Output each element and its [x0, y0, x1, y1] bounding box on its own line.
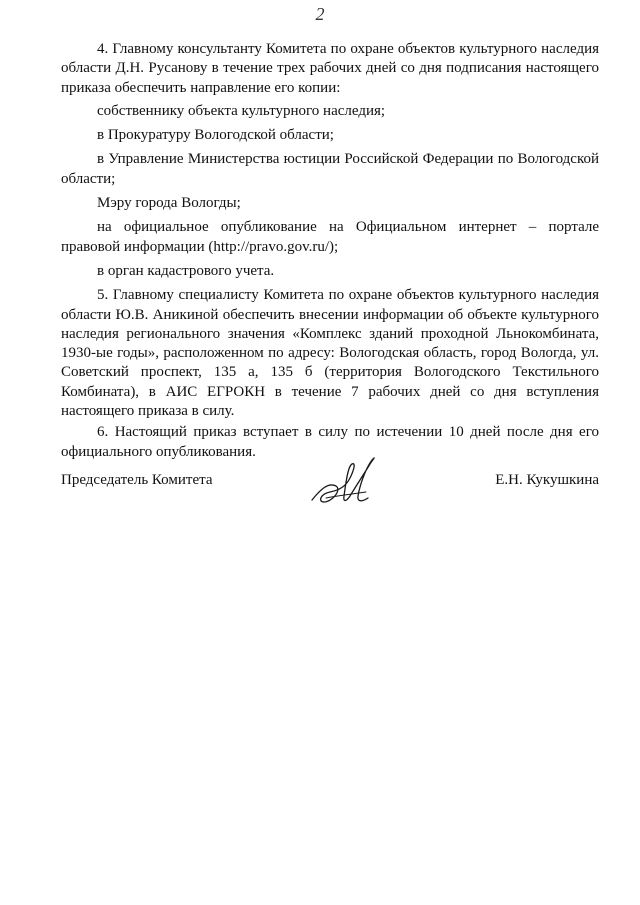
page-number: 2	[315, 4, 325, 24]
paragraph-item-4: 4. Главному консультанту Комитета по охране объектов культурного наследия области Д.Н. Русанову в течение трех рабочих дней со дня подписания настоящего приказа обеспечить направление его копии:	[61, 41, 599, 96]
signatory-title: Председатель Комитета	[61, 472, 213, 488]
document-body	[61, 40, 599, 466]
signatory-name: Е.Н. Кукушкина	[495, 472, 599, 488]
handwritten-signature	[306, 452, 386, 512]
recipient-legal-portal: на официальное опубликование на Официальном интернет – портале правовой информации (http://pravo.gov.ru/);	[61, 219, 599, 255]
paragraph-item-6: 6. Настоящий приказ вступает в силу по истечении 10 дней после дня его официального опубликования.	[61, 424, 599, 460]
paragraph-item-5: 5. Главному специалисту Комитета по охране объектов культурного наследия области Ю.В. Аникиной обеспечить внесении информации об объекте культурного наследия регионального значения «Комплекс зданий проходной Льнокомбината, 1930-ые годы», расположенном по адресу: Вологодская область, город Вологда, ул. Советский проспект, 135 а, 135 б (территория Вологодского Текстильного Комбината), в АИС ЕГРОКН в течение 7 рабочих дней со дня вступления настоящего приказа в силу.	[61, 287, 599, 420]
recipient-cadastral: в орган кадастрового учета.	[97, 262, 275, 279]
signature-block	[61, 470, 599, 510]
recipient-mayor: Мэру города Вологды;	[97, 195, 241, 212]
recipient-owner: собственнику объекта культурного наследия;	[97, 102, 386, 119]
recipient-justice-ministry: в Управление Министерства юстиции Российской Федерации по Вологодской области;	[61, 151, 599, 187]
recipient-prosecutor: в Прокуратуру Вологодской области;	[97, 127, 334, 144]
